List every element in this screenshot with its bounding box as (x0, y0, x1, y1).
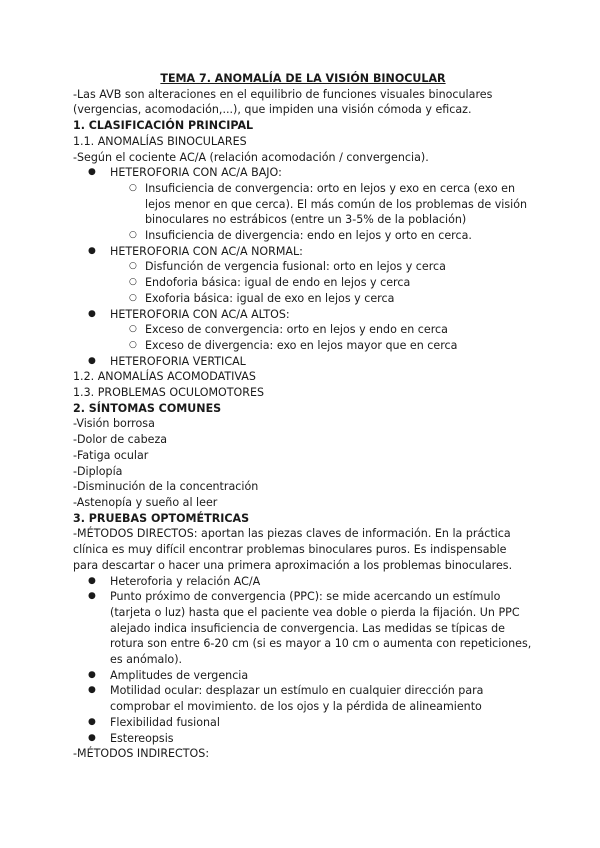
group-label: HETEROFORIA VERTICAL (110, 354, 246, 368)
subsection-1-1: 1.1. ANOMALÍAS BINOCULARES (73, 134, 247, 148)
symptom-item: -Astenopía y sueño al leer (73, 495, 218, 509)
list-item: ○ Disfunción de vergencia fusional: orto en lejos y cerca (129, 260, 446, 274)
section-2-heading: 2. SÍNTOMAS COMUNES (73, 401, 222, 415)
direct-methods-paragraph: -MÉTODOS DIRECTOS: aportan las piezas claves de información. En la práctica clínica es muy difícil encontrar problemas binoculares puros. Es indispensable para descartar o hacer una primera aproximación a los problemas binoculares. (73, 527, 513, 572)
bullet-icon: ● (88, 591, 96, 602)
bullet-icon: ● (88, 245, 96, 256)
list-item: ○ Exoforia básica: igual de exo en lejos y cerca (129, 291, 395, 305)
list-item: ○ Insuficiencia de convergencia: orto en lejos y exo en cerca (exo en lejos menor en que cerca). El más común de los problemas de visión binoculares no estrábicos (entre un 3-5% de la población) (129, 181, 528, 227)
bullet-icon: ● (88, 669, 96, 680)
test-item: ● Estereopsis (88, 731, 174, 745)
bullet-icon: ● (88, 685, 96, 696)
group-label: HETEROFORIA CON AC/A NORMAL: (110, 244, 303, 258)
bullet-icon: ● (88, 355, 96, 366)
group-vertical (73, 354, 533, 370)
document-content (73, 71, 533, 762)
symptom-item: -Visión borrosa (73, 417, 155, 431)
circle-bullet-icon: ○ (129, 230, 137, 241)
symptom-item: -Fatiga ocular (73, 448, 149, 462)
section-3-heading: 3. PRUEBAS OPTOMÉTRICAS (73, 511, 250, 525)
bullet-icon: ● (88, 716, 96, 727)
subsection-1-3: 1.3. PROBLEMAS OCULOMOTORES (73, 386, 265, 400)
group-normal-aca (73, 244, 533, 260)
list-item: ○ Endoforia básica: igual de endo en lejos y cerca (129, 276, 411, 290)
symptom-item: -Dolor de cabeza (73, 433, 168, 447)
group-label: HETEROFORIA CON AC/A ALTOS: (110, 307, 290, 321)
list-item: ○ Insuficiencia de divergencia: endo en lejos y orto en cerca. (129, 229, 472, 243)
section-1-heading: 1. CLASIFICACIÓN PRINCIPAL (73, 119, 254, 133)
bullet-icon: ● (88, 308, 96, 319)
circle-bullet-icon: ○ (129, 261, 137, 272)
test-item: ● Heteroforia y relación AC/A (88, 574, 261, 588)
group-low-aca (73, 165, 533, 181)
page-title: TEMA 7. ANOMALÍA DE LA VISIÓN BINOCULAR (160, 72, 446, 85)
bullet-icon: ● (88, 732, 96, 743)
test-item: ● Amplitudes de vergencia (88, 668, 249, 682)
circle-bullet-icon: ○ (129, 277, 137, 288)
circle-bullet-icon: ○ (129, 182, 137, 193)
circle-bullet-icon: ○ (129, 339, 137, 350)
symptom-item: -Diplopía (73, 464, 123, 478)
bullet-icon: ● (88, 575, 96, 586)
symptom-item: -Disminución de la concentración (73, 480, 259, 494)
circle-bullet-icon: ○ (129, 324, 137, 335)
list-item: ○ Exceso de divergencia: exo en lejos mayor que en cerca (129, 338, 458, 352)
indirect-methods-heading: -MÉTODOS INDIRECTOS: (73, 747, 210, 761)
classification-criterion: -Según el cociente AC/A (relación acomodación / convergencia). (73, 150, 429, 164)
intro-paragraph: -Las AVB son alteraciones en el equilibrio de funciones visuales binoculares (vergencias, acomodación,...), que impiden una visión cómoda y eficaz. (73, 87, 493, 117)
bullet-icon: ● (88, 167, 96, 178)
test-item: ● Motilidad ocular: desplazar un estímulo en cualquier dirección para comprobar el movimiento. de los ojos y la pérdida de alineamiento (88, 684, 484, 714)
list-item: ○ Exceso de convergencia: orto en lejos y endo en cerca (129, 323, 448, 337)
subsection-1-2: 1.2. ANOMALÍAS ACOMODATIVAS (73, 370, 256, 384)
circle-bullet-icon: ○ (129, 292, 137, 303)
test-item: ● Punto próximo de convergencia (PPC): se mide acercando un estímulo (tarjeta o luz) hasta que el paciente vea doble o pierda la fijación. Un PPC alejado indica insuficiencia de convergencia. Las medidas se típicas de rotura son entre 6-20 cm (si es mayor a 10 cm o aumenta con repeticiones, es anómalo). (88, 590, 532, 667)
group-label: HETEROFORIA CON AC/A BAJO: (110, 166, 282, 180)
test-item: ● Flexibilidad fusional (88, 715, 220, 729)
group-high-aca (73, 307, 533, 323)
